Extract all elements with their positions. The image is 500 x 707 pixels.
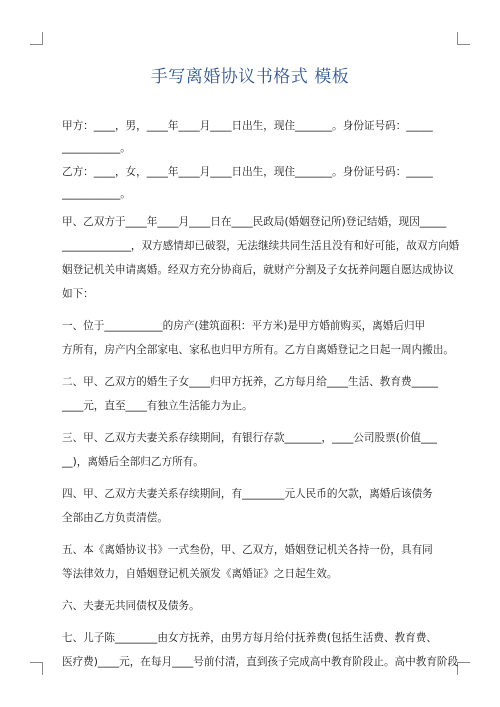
document-title: 手写离婚协议书格式 模板 — [150, 67, 350, 87]
party-b-line-2: ___________。 — [62, 188, 131, 200]
clause-6-line-1: 六、夫妻无共同债权及债务。 — [62, 600, 200, 612]
marriage-paragraph-line-1: 甲、乙双方于____年____月____日在____民政局(婚姻登记所)登记结婚，现因_____ — [62, 216, 447, 228]
clause-3-line-2: __)，离婚后全部归乙方所有。 — [62, 456, 204, 468]
clause-1-line-2: 方所有，房产内全部家电、家私也归甲方所有。乙方自离婚登记之日起一周内搬出。 — [62, 344, 454, 356]
marriage-paragraph-line-3: 姻登记机关申请离婚。经双方充分协商后，就财产分割及子女抚养问题自愿达成协议 — [62, 264, 454, 276]
clause-4-line-1: 四、甲、乙双方夫妻关系存续期间，有________元人民币的欠款，离婚后该债务 — [62, 488, 433, 500]
page-corner-mark-bottom-right — [457, 662, 470, 675]
clause-1-line-1: 一、位于___________的房产(建筑面积：平方米)是甲方婚前购买，离婚后归甲 — [62, 320, 426, 332]
clause-7-line-2: 医疗费)____元，在每月____号前付清，直到孩子完成高中教育阶段止。高中教育阶段 — [62, 656, 459, 668]
clause-4-line-2: 全部由乙方负责清偿。 — [62, 512, 168, 524]
party-a-line-1: 甲方：____，男，____年____月____日出生，现住_______。身份证号码：_____ — [62, 120, 433, 132]
clause-5-line-1: 五、本《离婚协议书》一式叁份，甲、乙双方，婚姻登记机关各持一份，具有同 — [62, 544, 433, 556]
page-corner-mark-bottom-left — [30, 662, 43, 675]
page-corner-mark-top-left — [30, 32, 43, 45]
clause-2-line-1: 二、甲、乙双方的婚生子女____归甲方抚养，乙方每月给____生活、教育费_____ — [62, 376, 439, 388]
clause-2-line-2: ____元，直至____有独立生活能力为止。 — [62, 400, 253, 412]
page-corner-mark-top-right — [457, 32, 470, 45]
marriage-paragraph-line-4: 如下： — [62, 288, 94, 300]
party-a-line-2: ___________。 — [62, 142, 131, 154]
clause-7-line-1: 七、儿子陈________由女方抚养，由男方每月给付抚养费(包括生活费、教育费、 — [62, 632, 437, 644]
party-b-line-1: 乙方：____，女，____年____月____日出生，现住_______。身份证号码：_____ — [62, 166, 433, 178]
clause-3-line-1: 三、甲、乙双方夫妻关系存续期间，有银行存款_______，____公司股票(价值___ — [62, 432, 437, 444]
clause-5-line-2: 等法律效力，自婚姻登记机关颁发《离婚证》之日起生效。 — [62, 568, 338, 580]
marriage-paragraph-line-2: _____________，双方感情却已破裂，无法继续共同生活且没有和好可能，故双方向婚 — [62, 240, 460, 252]
